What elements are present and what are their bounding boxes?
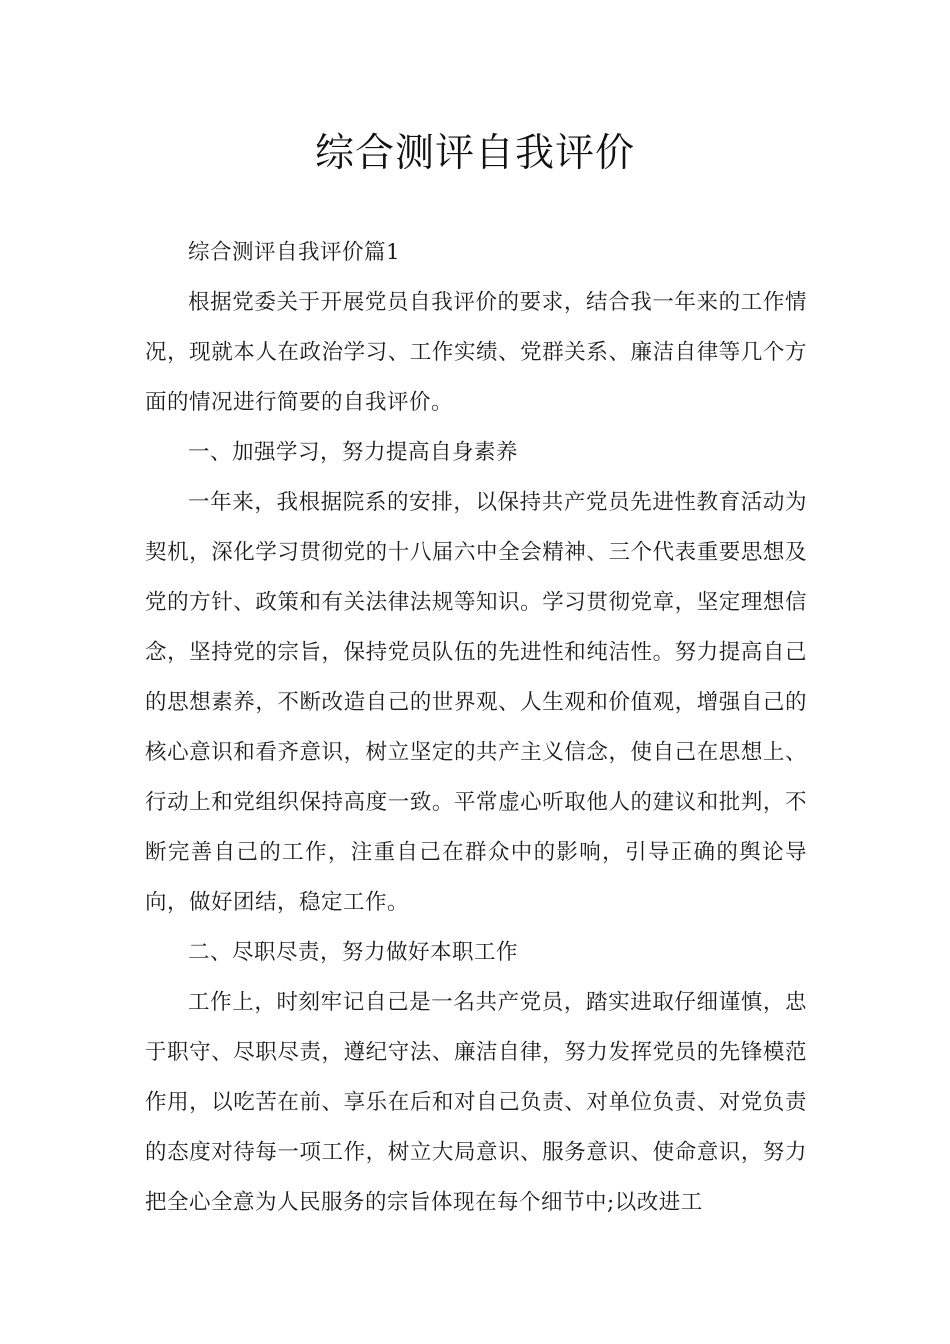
document-body [145,228,807,1228]
document-title: 综合测评自我评价 [314,131,635,176]
body-paragraph-intro: 根据党委关于开展党员自我评价的要求，结合我一年来的工作情况，现就本人在政治学习、工作实绩、党群关系、廉洁自律等几个方面的情况进行简要的自我评价。 [145,290,807,415]
body-paragraph-study: 一年来，我根据院系的安排，以保持共产党员先进性教育活动为契机，深化学习贯彻党的十八届六中全会精神、三个代表重要思想及党的方针、政策和有关法律法规等知识。学习贯彻党章，坚定理想信念，坚持党的宗旨，保持党员队伍的先进性和纯洁性。努力提高自己的思想素养，不断改造自己的世界观、人生观和价值观，增强自己的核心意识和看齐意识，树立坚定的共产主义信念，使自己在思想上、行动上和党组织保持高度一致。平常虚心听取他人的建议和批判，不断完善自己的工作，注重自己在群众中的影响，引导正确的舆论导向，做好团结，稳定工作。 [145,490,807,915]
section-heading-study: 一、加强学习，努力提高自身素养 [188,440,519,465]
section-heading-part1: 综合测评自我评价篇1 [188,240,401,265]
body-paragraph-duty: 工作上，时刻牢记自己是一名共产党员，踏实进取仔细谨慎，忠于职守、尽职尽责，遵纪守法、廉洁自律，努力发挥党员的先锋模范作用，以吃苦在前、享乐在后和对自己负责、对单位负责、对党负责的态度对待每一项工作，树立大局意识、服务意识、使命意识，努力把全心全意为人民服务的宗旨体现在每个细节中;以改进工 [145,990,807,1215]
section-heading-duty: 二、尽职尽责，努力做好本职工作 [188,940,519,965]
